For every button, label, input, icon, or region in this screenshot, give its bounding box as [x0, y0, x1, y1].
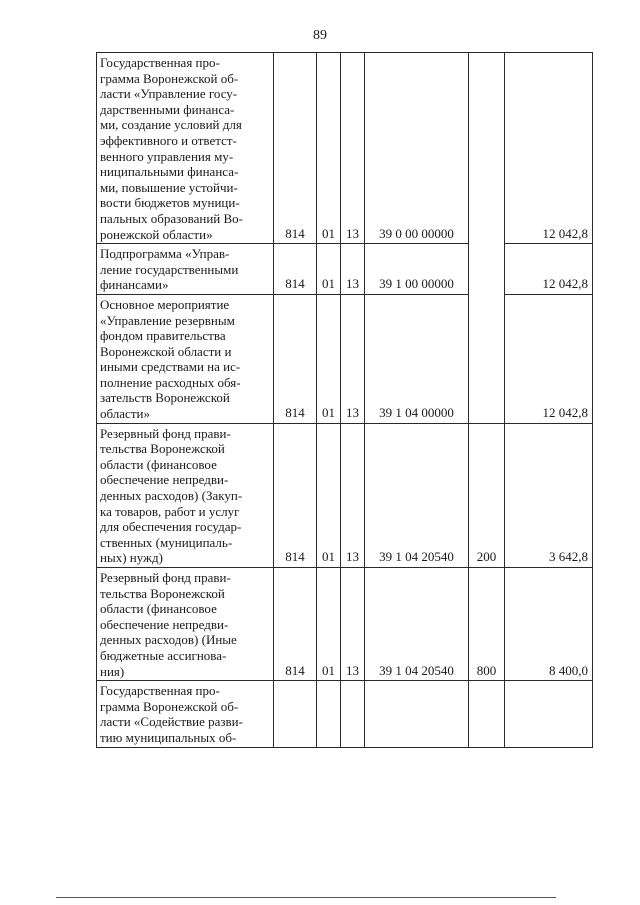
row-description: Государственная про- грамма Воронежской об- ласти «Содействие разви- тию муниципальных об-: [97, 681, 274, 747]
expense-type-code: [469, 244, 505, 295]
expense-type-code: [469, 681, 505, 747]
section-code: 01: [317, 53, 341, 244]
row-description: Основное мероприятие «Управление резервным фондом правительства Воронежской области и иными средствами на ис- полнение расходных обя- зательств Воронежской области»: [97, 294, 274, 423]
expense-type-code: 200: [469, 423, 505, 567]
table-row: [97, 294, 593, 423]
subsection-code: 13: [341, 423, 365, 567]
table-row: [97, 244, 593, 295]
table-row: [97, 568, 593, 681]
section-code: 01: [317, 294, 341, 423]
amount: 8 400,0: [505, 568, 593, 681]
target-article-code: 39 1 00 00000: [365, 244, 469, 295]
ministry-code: 814: [274, 568, 317, 681]
amount: [505, 681, 593, 747]
row-description: Государственная про- грамма Воронежской об- ласти «Управление госу- дарственными финанса- ми, создание условий для эффективного и ответст- венного управления му- ниципальными финанса- ми, повышение устойчи- вости бюджетов муници- пальных образований Во- ронежской области»: [97, 53, 274, 244]
page-number: 89: [313, 28, 327, 43]
subsection-code: [341, 681, 365, 747]
expense-type-code: [469, 294, 505, 423]
row-description: Подпрограмма «Управ- ление государственными финансами»: [97, 244, 274, 295]
ministry-code: 814: [274, 423, 317, 567]
target-article-code: 39 1 04 20540: [365, 423, 469, 567]
expense-type-code: [469, 53, 505, 244]
section-code: [317, 681, 341, 747]
amount: 12 042,8: [505, 294, 593, 423]
section-code: 01: [317, 568, 341, 681]
ministry-code: 814: [274, 53, 317, 244]
expense-type-code: 800: [469, 568, 505, 681]
ministry-code: 814: [274, 244, 317, 295]
subsection-code: 13: [341, 294, 365, 423]
amount: 12 042,8: [505, 244, 593, 295]
amount: 3 642,8: [505, 423, 593, 567]
subsection-code: 13: [341, 568, 365, 681]
budget-table: [96, 52, 593, 748]
table-row: [97, 681, 593, 747]
amount: 12 042,8: [505, 53, 593, 244]
target-article-code: [365, 681, 469, 747]
ministry-code: 814: [274, 294, 317, 423]
section-code: 01: [317, 423, 341, 567]
ministry-code: [274, 681, 317, 747]
subsection-code: 13: [341, 53, 365, 244]
table-row: [97, 53, 593, 244]
row-description: Резервный фонд прави- тельства Воронежской области (финансовое обеспечение непредви- денных расходов) (Закуп- ка товаров, работ и услуг для обеспечения государ- ственных (муниципаль- ных) нужд): [97, 423, 274, 567]
section-code: 01: [317, 244, 341, 295]
target-article-code: 39 1 04 00000: [365, 294, 469, 423]
target-article-code: 39 1 04 20540: [365, 568, 469, 681]
subsection-code: 13: [341, 244, 365, 295]
footer-divider: [56, 897, 556, 898]
table-row: [97, 423, 593, 567]
row-description: Резервный фонд прави- тельства Воронежской области (финансовое обеспечение непредви- денных расходов) (Иные бюджетные ассигнова- ния): [97, 568, 274, 681]
target-article-code: 39 0 00 00000: [365, 53, 469, 244]
